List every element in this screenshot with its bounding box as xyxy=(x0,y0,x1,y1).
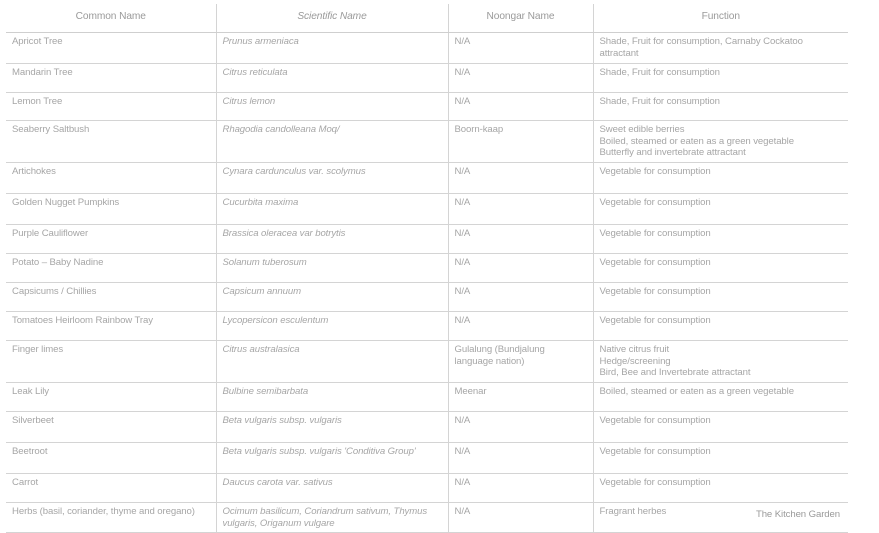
table-row xyxy=(6,93,848,121)
cell-scientific: Citrus reticulata xyxy=(216,64,448,93)
table-row xyxy=(6,443,848,474)
cell-function xyxy=(593,341,848,383)
cell-line: Vegetable for consumption xyxy=(599,228,711,239)
cell-common: Silverbeet xyxy=(6,412,216,443)
table-row xyxy=(6,64,848,93)
cell-function xyxy=(593,312,848,341)
cell-line: Ocimum basilicum, Coriandrum sativum, Thymus xyxy=(222,506,428,517)
cell-common: Beetroot xyxy=(6,443,216,474)
cell-scientific: Beta vulgaris subsp. vulgaris 'Conditiva Group' xyxy=(216,443,448,474)
cell-noongar: N/A xyxy=(448,163,593,194)
header-common-name: Common Name xyxy=(6,4,216,33)
cell-noongar: N/A xyxy=(448,194,593,225)
table-row xyxy=(6,341,848,383)
cell-function xyxy=(593,64,848,93)
cell-line: language nation) xyxy=(454,355,525,367)
cell-function xyxy=(593,283,848,312)
cell-scientific: Citrus australasica xyxy=(216,341,448,383)
cell-line: Native citrus fruit xyxy=(599,344,670,355)
cell-scientific: Capsicum annuum xyxy=(216,283,448,312)
cell-line: Vegetable for consumption xyxy=(599,286,711,297)
cell-line: Vegetable for consumption xyxy=(599,197,711,208)
cell-noongar: Boorn-kaap xyxy=(448,121,593,163)
plant-table xyxy=(6,4,848,533)
cell-function xyxy=(593,93,848,121)
cell-scientific: Citrus lemon xyxy=(216,93,448,121)
cell-noongar: N/A xyxy=(448,33,593,64)
cell-noongar: N/A xyxy=(448,474,593,503)
table-row xyxy=(6,312,848,341)
cell-scientific: Solanum tuberosum xyxy=(216,254,448,283)
cell-function xyxy=(593,225,848,254)
cell-line: Butterfly and invertebrate attractant xyxy=(599,147,746,159)
cell-line: Boiled, steamed or eaten as a green vegetable xyxy=(599,386,794,397)
cell-common: Purple Cauliflower xyxy=(6,225,216,254)
cell-line: Vegetable for consumption xyxy=(599,415,711,426)
cell-scientific: Beta vulgaris subsp. vulgaris xyxy=(216,412,448,443)
cell-function xyxy=(593,194,848,225)
cell-common: Potato – Baby Nadine xyxy=(6,254,216,283)
table-row xyxy=(6,412,848,443)
table-row xyxy=(6,33,848,64)
cell-function xyxy=(593,412,848,443)
cell-function xyxy=(593,254,848,283)
cell-line: Vegetable for consumption xyxy=(599,446,711,457)
table-row xyxy=(6,383,848,412)
cell-common: Carrot xyxy=(6,474,216,503)
cell-common: Mandarin Tree xyxy=(6,64,216,93)
table-row xyxy=(6,283,848,312)
table-row xyxy=(6,121,848,163)
cell-common: Apricot Tree xyxy=(6,33,216,64)
cell-common: Artichokes xyxy=(6,163,216,194)
cell-noongar: N/A xyxy=(448,93,593,121)
header-function: Function xyxy=(593,4,848,33)
cell-line: Vegetable for consumption xyxy=(599,166,711,177)
cell-noongar: Meenar xyxy=(448,383,593,412)
cell-function xyxy=(593,383,848,412)
cell-line: Boiled, steamed or eaten as a green vegetable xyxy=(599,135,794,147)
cell-function xyxy=(593,474,848,503)
table-row xyxy=(6,225,848,254)
cell-scientific xyxy=(216,503,448,533)
cell-noongar: N/A xyxy=(448,283,593,312)
cell-scientific: Bulbine semibarbata xyxy=(216,383,448,412)
cell-line: Vegetable for consumption xyxy=(599,257,711,268)
cell-line: Shade, Fruit for consumption xyxy=(599,96,720,107)
cell-noongar: N/A xyxy=(448,64,593,93)
cell-noongar: N/A xyxy=(448,443,593,474)
table-row xyxy=(6,163,848,194)
cell-function xyxy=(593,121,848,163)
cell-noongar: N/A xyxy=(448,254,593,283)
cell-function xyxy=(593,163,848,194)
table-row xyxy=(6,254,848,283)
cell-scientific: Daucus carota var. sativus xyxy=(216,474,448,503)
page-footer: The Kitchen Garden xyxy=(755,509,840,520)
cell-line: Gulalung (Bundjalung xyxy=(454,344,545,355)
table-row xyxy=(6,474,848,503)
cell-noongar: N/A xyxy=(448,225,593,254)
cell-common: Capsicums / Chillies xyxy=(6,283,216,312)
cell-scientific: Brassica oleracea var botrytis xyxy=(216,225,448,254)
header-scientific-name: Scientific Name xyxy=(216,4,448,33)
table-row xyxy=(6,503,848,533)
cell-common: Seaberry Saltbush xyxy=(6,121,216,163)
cell-noongar: N/A xyxy=(448,312,593,341)
cell-line: Shade, Fruit for consumption xyxy=(599,67,720,78)
cell-line: Shade, Fruit for consumption, Carnaby Cockatoo xyxy=(599,36,803,47)
cell-common: Golden Nugget Pumpkins xyxy=(6,194,216,225)
cell-common: Herbs (basil, coriander, thyme and oregano) xyxy=(6,503,216,533)
table-row xyxy=(6,194,848,225)
cell-common: Leak Lily xyxy=(6,383,216,412)
cell-noongar: N/A xyxy=(448,412,593,443)
cell-line: Fragrant herbes xyxy=(599,506,667,517)
header-noongar-name: Noongar Name xyxy=(448,4,593,33)
cell-scientific: Rhagodia candolleana Moq/ xyxy=(216,121,448,163)
cell-line: attractant xyxy=(599,47,639,59)
cell-line: vulgaris, Origanum vulgare xyxy=(222,517,335,529)
cell-scientific: Prunus armeniaca xyxy=(216,33,448,64)
cell-line: Hedge/screening xyxy=(599,355,671,367)
table-header-row xyxy=(6,4,848,33)
cell-scientific: Cynara cardunculus var. scolymus xyxy=(216,163,448,194)
cell-noongar xyxy=(448,341,593,383)
cell-noongar: N/A xyxy=(448,503,593,533)
cell-line: Vegetable for consumption xyxy=(599,477,711,488)
cell-scientific: Lycopersicon esculentum xyxy=(216,312,448,341)
cell-line: Bird, Bee and Invertebrate attractant xyxy=(599,367,751,379)
cell-function xyxy=(593,33,848,64)
cell-common: Lemon Tree xyxy=(6,93,216,121)
cell-line: Vegetable for consumption xyxy=(599,315,711,326)
cell-scientific: Cucurbita maxima xyxy=(216,194,448,225)
cell-common: Finger limes xyxy=(6,341,216,383)
cell-line: Sweet edible berries xyxy=(599,124,685,135)
cell-common: Tomatoes Heirloom Rainbow Tray xyxy=(6,312,216,341)
cell-function xyxy=(593,443,848,474)
